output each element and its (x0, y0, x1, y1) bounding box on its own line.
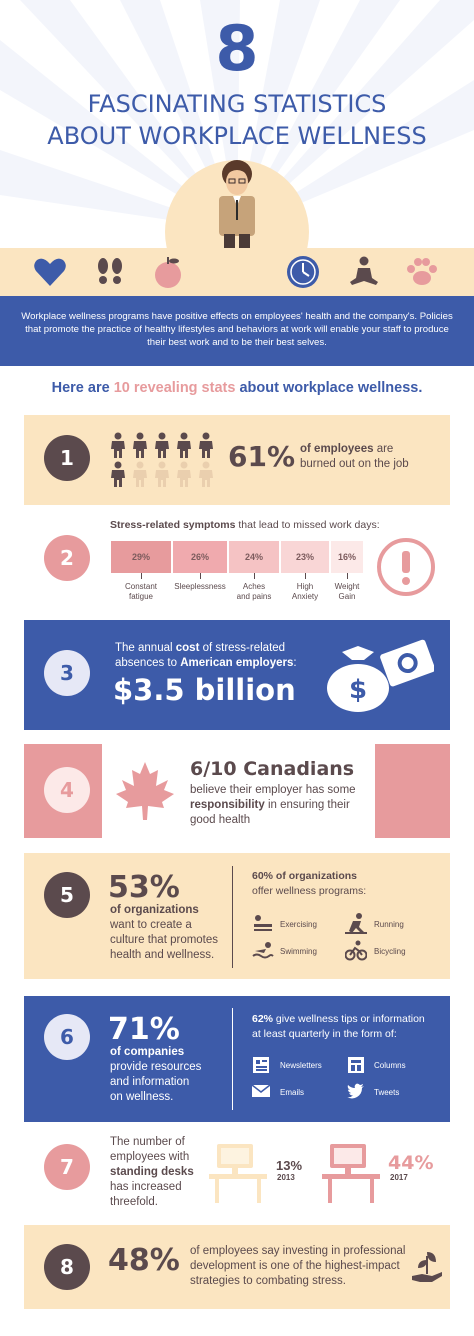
stat8-number-badge: 8 (44, 1244, 90, 1290)
stat5-right-rest: offer wellness programs: (252, 885, 367, 897)
stat6-right-line2: at least quarterly in the form of: (252, 1028, 397, 1040)
stat1-text-line2: burned out on the job (300, 458, 409, 470)
stat5-number-badge: 5 (44, 872, 90, 918)
stat4-line3: good health (190, 814, 251, 826)
standing-desk-2013-icon (205, 1140, 271, 1206)
stat2-bar: 24% (229, 541, 279, 573)
exercising-icon (252, 912, 274, 934)
form-emails: Emails (280, 1088, 305, 1097)
hero-title-line2: ABOUT WORKPLACE WELLNESS (47, 122, 427, 150)
form-tweets: Tweets (374, 1088, 400, 1097)
person-pictogram (177, 433, 191, 459)
stat6-right-rest1: give wellness tips or information (273, 1013, 425, 1025)
stat4-right-block (375, 744, 450, 838)
stat4-headline: 6/10 Canadians (190, 758, 355, 780)
stat7-number-badge: 7 (44, 1144, 90, 1190)
program-running: Running (374, 920, 404, 929)
stat7-line1: The number of (110, 1136, 185, 1148)
stat5-right-bold: 60% of organizations (252, 870, 358, 882)
hero-number: 8 (215, 12, 259, 85)
stat4-line2-rest: in ensuring their (264, 799, 350, 811)
stat2-bar: 29% (111, 541, 171, 573)
heart-icon (32, 254, 68, 290)
stat7-year-2017: 2017 (390, 1173, 408, 1182)
growth-hand-icon (410, 1248, 444, 1288)
stat8-line2: development is one of the highest-impact (190, 1260, 400, 1272)
hero-section (0, 0, 474, 248)
stat6-divider (232, 1008, 233, 1110)
stat2-bar-tick (141, 573, 142, 579)
stat4-number-badge: 4 (44, 767, 90, 813)
running-icon (345, 912, 367, 934)
standing-desk-2017-icon (318, 1140, 384, 1206)
stat7-line5: threefold. (110, 1196, 158, 1208)
bicycling-icon (345, 939, 367, 961)
form-newsletters: Newsletters (280, 1061, 322, 1070)
person-pictogram (177, 462, 191, 488)
stat3-line1-post: of stress-related (199, 642, 286, 654)
stat3-line1 (115, 641, 285, 656)
stat2-bar-label: Sleeplessness (174, 582, 226, 591)
employee-illustration (205, 160, 269, 248)
footprints-icon (92, 254, 128, 290)
stat8-line3: strategies to combating stress. (190, 1275, 346, 1287)
hero-title-line1: FASCINATING STATISTICS (87, 90, 387, 118)
stat3-number-badge: 3 (44, 650, 90, 696)
swimming-icon (252, 939, 274, 961)
person-pictogram (199, 462, 213, 488)
stat2-bar-tick (254, 573, 255, 579)
stat6-line4: on wellness. (110, 1091, 174, 1103)
program-exercising: Exercising (280, 920, 317, 929)
warning-icon (376, 537, 436, 597)
stat2-bar-tick (347, 573, 348, 579)
stat6-line2: provide resources (110, 1061, 202, 1073)
paw-icon (404, 254, 440, 290)
stat6-right-bold: 62% (252, 1013, 274, 1025)
form-columns: Columns (374, 1061, 406, 1070)
stat3-line1-bold: cost (175, 642, 200, 654)
stat2-number-badge: 2 (44, 535, 90, 581)
stat4-line1: believe their employer has some (190, 784, 356, 796)
icon-band (0, 248, 474, 296)
stat5-divider (232, 866, 233, 968)
stat3-line2-post: : (293, 657, 297, 669)
stat2-bar-label: Aches and pains (236, 582, 272, 601)
program-swimming: Swimming (280, 947, 317, 956)
stat3-line1-pre: The annual (115, 642, 176, 654)
columns-icon (347, 1056, 365, 1074)
meditation-icon (346, 254, 382, 290)
person-pictogram (155, 462, 169, 488)
person-pictogram (133, 433, 147, 459)
stat2-bar-tick (305, 573, 306, 579)
stat6-percent: 71% (108, 1012, 180, 1047)
stat7-year-2013: 2013 (277, 1173, 295, 1182)
stat7-pct-2013: 13% (276, 1158, 303, 1173)
stat3-line2-bold: American employers (180, 657, 294, 669)
stat5-line4: health and wellness. (110, 949, 215, 961)
stat2-bar-label: Weight Gain (334, 582, 360, 601)
money-bag-icon (322, 632, 434, 714)
stat3-amount: $3.5 billion (113, 673, 296, 707)
stat3-line2 (115, 656, 297, 671)
stat5-line3: culture that promotes (110, 934, 219, 946)
stat2-bar: 26% (173, 541, 227, 573)
subhead-post: about workplace wellness. (235, 380, 423, 396)
subhead-pre: Here are (51, 380, 114, 396)
stat1-rest1: are (373, 443, 394, 455)
intro-band (0, 296, 474, 366)
stat2-bar-tick (200, 573, 201, 579)
stat8-line1: of employees say investing in professional (190, 1245, 406, 1257)
stat2-bar-label: High Anxiety (291, 582, 319, 601)
stat7-line3: standing desks (110, 1166, 194, 1178)
person-pictogram (111, 433, 125, 459)
stat6-right-line1 (252, 1012, 425, 1027)
person-pictogram (133, 462, 147, 488)
clock-icon (285, 254, 321, 290)
subhead-highlight: 10 revealing stats (113, 380, 236, 396)
stat6-bold: of companies (110, 1046, 185, 1058)
maple-leaf-icon (112, 758, 178, 824)
stat4-line2-bold: responsibility (190, 799, 265, 811)
stat2-title-bold: Stress-related symptoms (110, 519, 236, 531)
stat4-line2 (190, 798, 350, 813)
stat1-number-badge: 1 (44, 435, 90, 481)
stat2-title (110, 518, 380, 533)
stat7-line2: employees with (110, 1151, 190, 1163)
stat8-percent: 48% (108, 1243, 180, 1278)
stat7-line4: has increased (110, 1181, 182, 1193)
stat2-bar: 16% (331, 541, 363, 573)
stat5-percent: 53% (108, 870, 180, 905)
stat5-line2: want to create a (110, 919, 192, 931)
stat2-bar: 23% (281, 541, 329, 573)
svg-text:$: $ (348, 675, 368, 705)
stat1-text-line1 (300, 442, 393, 457)
stat2-title-rest: that lead to missed work days: (235, 519, 380, 531)
stats-subheading (0, 380, 474, 396)
stat3-line2-pre: absences to (115, 657, 181, 669)
person-pictogram (111, 462, 125, 488)
stat1-people-icons (110, 432, 220, 490)
stat5-bold: of organizations (110, 904, 199, 916)
stat6-number-badge: 6 (44, 1014, 90, 1060)
newsletter-icon (252, 1056, 270, 1074)
person-pictogram (155, 433, 169, 459)
intro-text: Workplace wellness programs have positive effects on employees' health and the company's. Policies that promote the practice of healthy lifestyles and behaviors at work will enable your staff to produce their best work and to be their best selves. (21, 311, 453, 348)
stat7-pct-2017: 44% (388, 1152, 434, 1174)
stat1-percent: 61% (228, 440, 296, 473)
stat6-line3: and information (110, 1076, 190, 1088)
email-icon (252, 1084, 270, 1098)
stat1-bold: of employees (300, 443, 374, 455)
program-bicycling: Bicycling (374, 947, 406, 956)
apple-icon (150, 254, 186, 290)
stat5-card (24, 853, 450, 979)
twitter-icon (347, 1083, 365, 1099)
person-pictogram (199, 433, 213, 459)
stat2-bar-label: Constant fatigue (124, 582, 158, 601)
